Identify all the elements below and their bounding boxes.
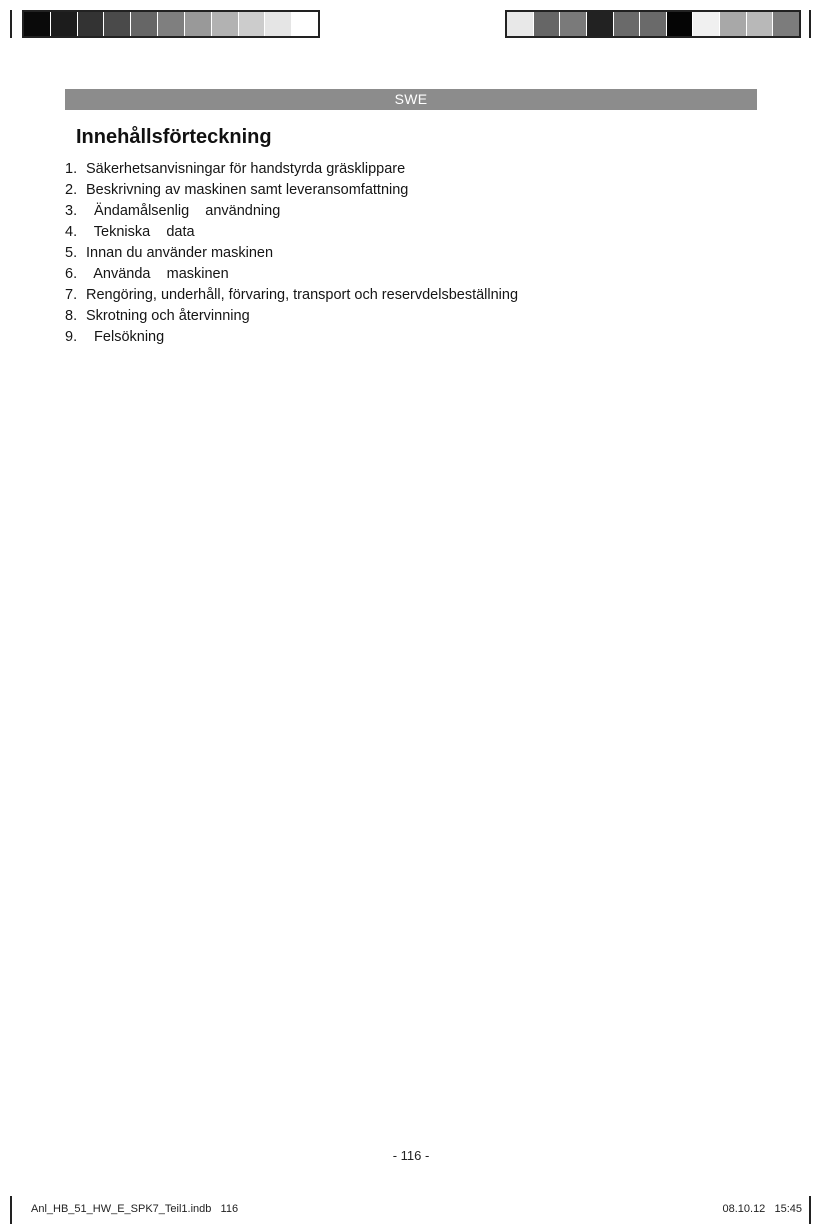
toc-item-text: Säkerhetsanvisningar för handstyrda gräsklippare — [86, 161, 406, 177]
color-swatch — [104, 12, 131, 36]
toc-item — [65, 306, 518, 327]
color-swatch — [51, 12, 78, 36]
color-swatch — [212, 12, 239, 36]
toc-item-text: Använda maskinen — [86, 266, 229, 282]
toc-item-number: 6. — [65, 266, 78, 282]
right-color-bar — [505, 10, 801, 38]
crop-mark-bottom-right — [809, 1196, 811, 1224]
color-swatch — [185, 12, 212, 36]
crop-mark-top-left — [10, 10, 12, 38]
toc-item-number: 9. — [65, 329, 78, 345]
color-swatch — [292, 12, 318, 36]
toc-item — [65, 201, 518, 222]
color-swatch — [78, 12, 105, 36]
color-swatch — [158, 12, 185, 36]
color-swatch — [693, 12, 720, 36]
crop-mark-top-right — [809, 10, 811, 38]
language-label: SWE — [394, 91, 428, 107]
crop-mark-bottom-left — [10, 1196, 12, 1224]
color-swatch — [640, 12, 667, 36]
table-of-contents — [65, 159, 518, 348]
toc-item-number: 5. — [65, 245, 78, 261]
toc-item-number: 2. — [65, 182, 78, 198]
toc-item-number: 7. — [65, 287, 78, 303]
color-swatch — [747, 12, 774, 36]
toc-item-number: 3. — [65, 203, 78, 219]
toc-item-text: Tekniska data — [86, 224, 195, 240]
toc-item-number: 8. — [65, 308, 78, 324]
left-color-bar — [22, 10, 320, 38]
toc-item-number: 4. — [65, 224, 78, 240]
toc-item — [65, 285, 518, 306]
color-swatch — [534, 12, 561, 36]
toc-item — [65, 180, 518, 201]
color-swatch — [131, 12, 158, 36]
toc-item-text: Beskrivning av maskinen samt leveransomfattning — [86, 182, 409, 198]
page-title: Innehållsförteckning — [76, 126, 272, 148]
toc-item-text: Ändamålsenlig användning — [86, 203, 281, 219]
page-number: - 116 - — [392, 1148, 430, 1163]
toc-item — [65, 159, 518, 180]
color-swatch — [265, 12, 292, 36]
color-swatch — [614, 12, 641, 36]
toc-item-text: Innan du använder maskinen — [86, 245, 274, 261]
color-swatch — [773, 12, 799, 36]
toc-item-text: Rengöring, underhåll, förvaring, transport och reservdelsbeställning — [86, 287, 519, 303]
print-timestamp: 08.10.12 15:45 — [722, 1203, 802, 1215]
toc-item — [65, 327, 518, 348]
toc-item — [65, 264, 518, 285]
toc-item-text: Felsökning — [86, 329, 165, 345]
toc-item — [65, 243, 518, 264]
toc-item-number: 1. — [65, 161, 78, 177]
color-swatch — [587, 12, 614, 36]
color-swatch — [720, 12, 747, 36]
color-swatch — [667, 12, 694, 36]
file-slug: Anl_HB_51_HW_E_SPK7_Teil1.indb 116 — [31, 1203, 239, 1215]
toc-item — [65, 222, 518, 243]
color-swatch — [239, 12, 266, 36]
color-swatch — [507, 12, 534, 36]
toc-item-text: Skrotning och återvinning — [86, 308, 250, 324]
color-swatch — [560, 12, 587, 36]
color-swatch — [24, 12, 51, 36]
language-band — [65, 89, 757, 110]
